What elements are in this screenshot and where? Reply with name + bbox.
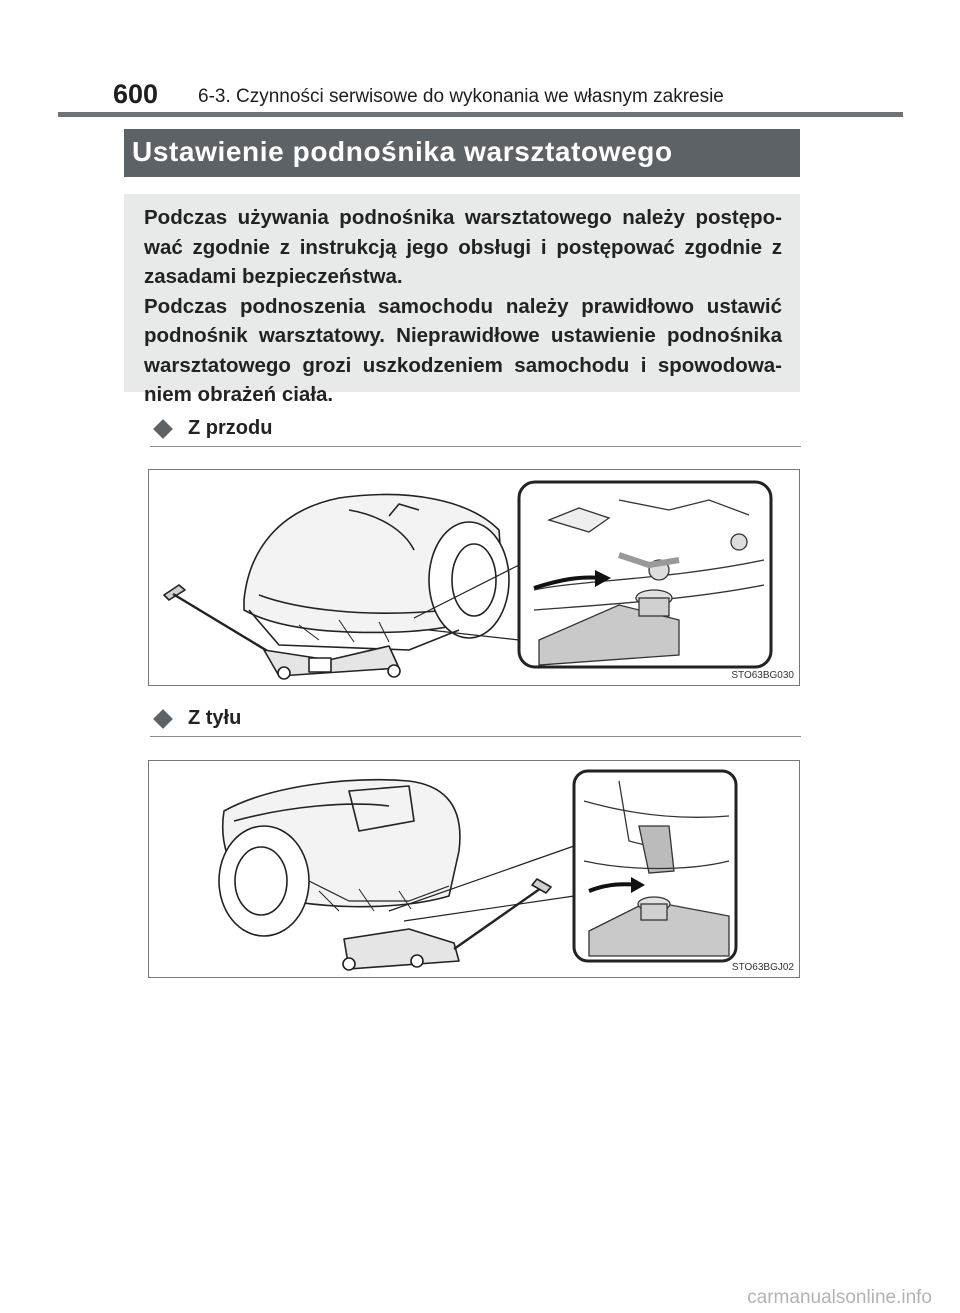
diamond-bullet-icon (153, 709, 173, 729)
front-illustration (149, 470, 800, 686)
section-title: Ustawienie podnośnika warsztatowego (132, 136, 673, 167)
intro-paragraph: Podczas używania podnośnika warsztatowego należy postępo-wać zgodnie z instrukcją jego obsługi i postępować zgodnie z zasadami bezpieczeństwa. (144, 206, 782, 288)
subsection-heading-front (150, 416, 801, 447)
rear-illustration (149, 761, 800, 978)
subsection-label: Z przodu (188, 417, 273, 439)
section-title-bar (124, 129, 800, 177)
figure-code: STO63BG030 (731, 670, 794, 681)
figure-front-jack-point (148, 469, 800, 686)
header-divider (58, 112, 903, 117)
chapter-title: 6-3. Czynności serwisowe do wykonania we własnym zakresie (198, 86, 724, 107)
intro-paragraph: Podczas podnoszenia samochodu należy prawidłowo ustawić podnośnik warsztatowy. Nieprawidłowe ustawienie podnośnika warsztatowego grozi uszkodzeniem samochodu i spowodowa-niem obrażeń ciała. (144, 294, 782, 406)
figure-rear-jack-point (148, 760, 800, 978)
page-header (0, 0, 960, 118)
subsection-heading-rear (150, 706, 801, 737)
page-number: 600 (113, 79, 159, 109)
figure-code: STO63BGJ02 (731, 962, 794, 973)
diamond-bullet-icon (153, 419, 173, 439)
intro-box (124, 194, 800, 406)
watermark-text: carmanualsonline.info (747, 1287, 932, 1308)
subsection-label: Z tyłu (188, 707, 242, 729)
